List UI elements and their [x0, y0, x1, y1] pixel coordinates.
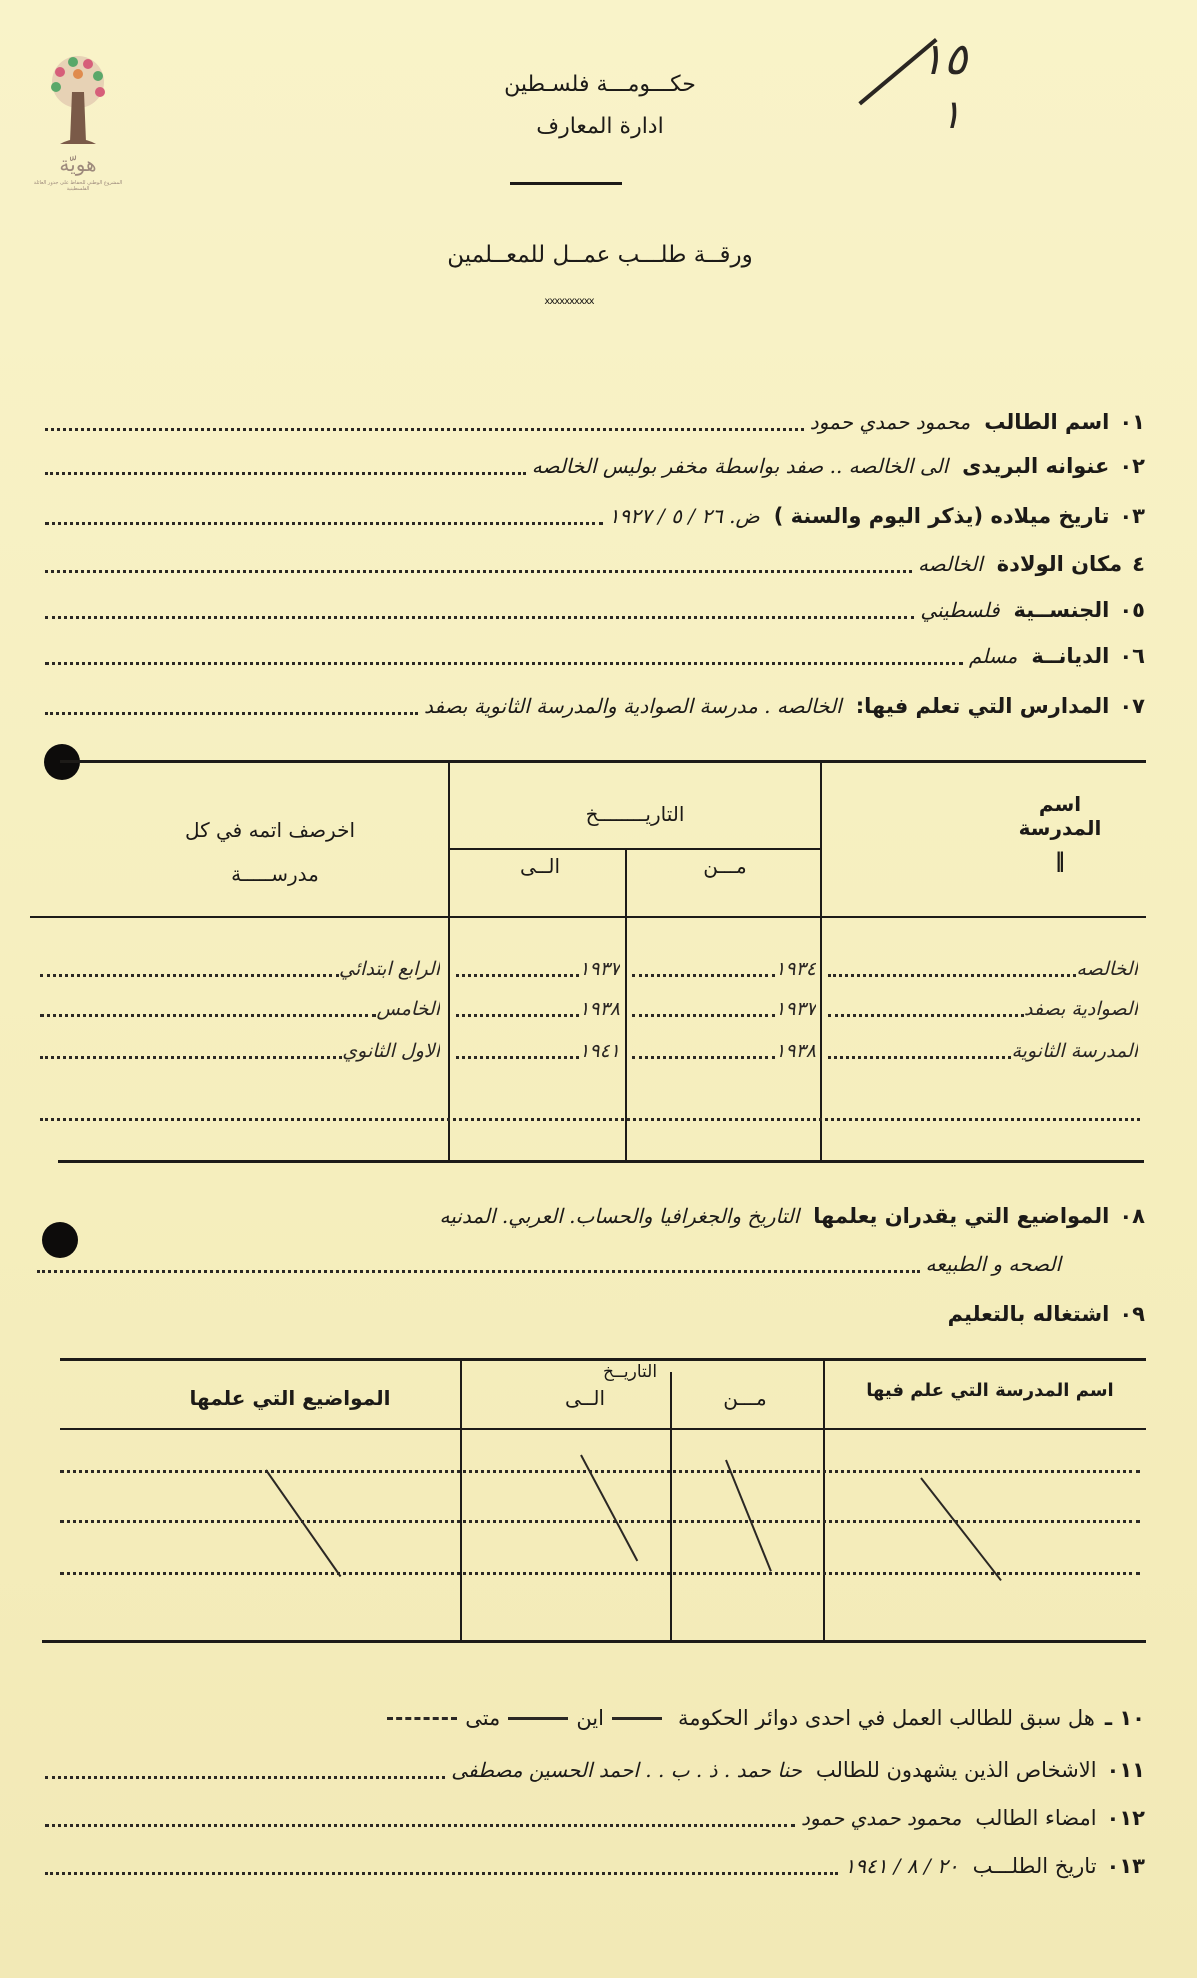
field-value: فلسطيني — [920, 598, 1000, 622]
field-value: حنا حمد . ذ . ب . . احمد الحسين مصطفى — [451, 1758, 802, 1782]
logo-caption: المشروع الوطني للحفاظ على جذور العائلة الفلسطينية — [33, 180, 123, 192]
table-col-rule-1 — [448, 762, 450, 1162]
subjects-value-1: التاريخ والجغرافيا والحساب. العربي. المدنيه — [439, 1204, 800, 1228]
field-value: ض. ٢٦ / ٥ / ١٩٢٧ — [608, 504, 760, 528]
field-row-4 — [45, 544, 1145, 584]
school-row-1-class — [40, 952, 440, 986]
subjects-label: المواضيع التي يقدران يعلمها — [813, 1204, 1110, 1228]
bottom-field-row-1 — [45, 1698, 1145, 1738]
field-label: تاريخ ميلاده (يذكر اليوم والسنة ) — [773, 504, 1110, 528]
header-date: التاريــــــــخ — [585, 802, 685, 826]
teaching-row-3 — [60, 1572, 1140, 1575]
field-dots — [45, 616, 914, 619]
teaching-label: اشتغاله بالتعليم — [947, 1302, 1110, 1326]
teaching-header-subjects: المواضيع التي علمها — [189, 1386, 391, 1410]
subjects-number: ٠٨ — [1119, 1204, 1145, 1228]
field-dots — [45, 1872, 838, 1875]
table-col-rule-2 — [625, 850, 627, 1160]
logo — [33, 52, 123, 212]
field-rule — [508, 1717, 568, 1720]
field-dots — [45, 570, 912, 573]
field-number: ٠٧ — [1119, 694, 1145, 718]
field-number: ٠١١ — [1106, 1758, 1145, 1782]
page-mark-bottom: ١ — [940, 92, 962, 138]
school-row-1-from — [632, 952, 816, 986]
table-col-rule-3 — [820, 762, 822, 1162]
tree-logo-icon — [38, 52, 118, 162]
field-number: ٠٦ — [1119, 644, 1145, 668]
field-number: ٠١ — [1119, 410, 1145, 434]
teaching-header-to: الــى — [564, 1386, 606, 1410]
subjects-field-line2 — [37, 1244, 1067, 1284]
cell-value: ١٩٣٧ — [775, 998, 816, 1020]
field-row-2 — [45, 446, 1145, 486]
field-dots — [45, 428, 804, 431]
cell-value: ١٩٣٨ — [775, 1040, 816, 1062]
government-title: حكـــومـــة فلسـطين — [504, 72, 696, 97]
teaching-header-date: التاريــخ — [602, 1362, 658, 1382]
field-label: الديانــة — [1031, 644, 1110, 668]
cell-value: الخامس — [376, 998, 440, 1020]
field-number: ٠٢ — [1119, 454, 1145, 478]
teaching-row-1 — [60, 1470, 1140, 1473]
empty-cross-subjects — [265, 1469, 341, 1577]
school-row-2-from — [632, 992, 816, 1026]
school-row-3-to — [456, 1034, 620, 1068]
cell-value: الخالصه — [1076, 958, 1138, 980]
field-extra-2: متى — [465, 1706, 501, 1730]
field-label: امضاء الطالب — [975, 1806, 1097, 1830]
school-row-2-class — [40, 992, 440, 1026]
field-value: مسلم — [968, 644, 1018, 668]
field-label: عنوانه البريدى — [962, 454, 1110, 478]
teaching-header-from: مـــن — [723, 1386, 767, 1410]
school-row-2-school — [828, 992, 1138, 1026]
field-value: الخالصه — [917, 552, 983, 576]
field-dots — [45, 1824, 795, 1827]
teaching-row-2 — [60, 1520, 1140, 1523]
teaching-col-rule-1 — [460, 1360, 462, 1640]
field-label: الاشخاص الذين يشهدون للطالب — [815, 1758, 1097, 1782]
table-empty-row — [40, 1118, 1140, 1121]
cell-value: ١٩٣٤ — [775, 958, 816, 980]
cell-value: الاول الثانوي — [342, 1040, 440, 1062]
header-last-class: اخرصف اتمه في كل — [184, 818, 356, 842]
field-value: الخالصه . مدرسة الصوادية والمدرسة الثانوية بصفد — [423, 694, 842, 718]
teaching-header-rule — [60, 1428, 1146, 1430]
header-to: الــى — [519, 854, 561, 878]
field-row-6 — [45, 636, 1145, 676]
field-extra-1: اين — [576, 1706, 604, 1730]
field-value: محمود حمدي حمود — [801, 1806, 962, 1830]
school-row-1-to — [456, 952, 620, 986]
table-bottom-rule — [58, 1160, 1144, 1163]
field-rule — [612, 1717, 662, 1720]
title-separator: xxxxxxxxxx — [544, 296, 594, 307]
school-row-3-school — [828, 1034, 1138, 1068]
page-mark-top: ١٥ — [920, 34, 968, 85]
logo-text: هويّة — [59, 152, 97, 176]
field-label: مكان الولادة — [996, 552, 1123, 576]
subjects-value-2: الصحه و الطبيعه — [925, 1252, 1061, 1276]
teaching-field — [745, 1294, 1145, 1334]
field-row-3 — [45, 496, 1145, 536]
cell-value: المدرسة الثانوية — [1011, 1040, 1138, 1062]
form-title: ورقــة طلـــب عمــل للمعــلمين — [447, 242, 753, 268]
field-row-1 — [45, 402, 1145, 442]
school-row-2-to — [456, 992, 620, 1026]
header-underline — [510, 182, 622, 185]
field-dots — [45, 472, 526, 475]
field-number: ١٠ ـ — [1104, 1706, 1145, 1730]
field-number: ٠٣ — [1119, 504, 1145, 528]
field-label: تاريخ الطلـــب — [972, 1854, 1097, 1878]
school-row-3-class — [40, 1034, 440, 1068]
cell-value: ١٩٤١ — [579, 1040, 620, 1062]
field-number: ٠١٣ — [1106, 1854, 1145, 1878]
teaching-col-rule-3 — [823, 1360, 825, 1640]
table-header-rule — [30, 916, 1146, 918]
header-school: اسم المدرسة — [1018, 792, 1102, 840]
field-dots — [45, 522, 603, 525]
empty-cross-from — [725, 1460, 772, 1572]
teaching-bottom-rule — [42, 1640, 1146, 1643]
field-value: ٢٠ / ٨ / ١٩٤١ — [844, 1854, 959, 1878]
field-number: ٤ — [1132, 552, 1145, 576]
teaching-number: ٠٩ — [1119, 1302, 1145, 1326]
bottom-field-row-3 — [45, 1798, 1145, 1838]
school-row-1-school — [828, 952, 1138, 986]
subjects-field — [45, 1194, 1145, 1238]
field-number: ٠٥ — [1119, 598, 1145, 622]
bottom-field-row-2 — [45, 1750, 1145, 1790]
field-row-5 — [45, 590, 1145, 630]
field-dots — [45, 662, 963, 665]
field-label: الجنســية — [1013, 598, 1110, 622]
field-number: ٠١٢ — [1106, 1806, 1145, 1830]
school-row-3-from — [632, 1034, 816, 1068]
department-title: ادارة المعارف — [536, 114, 664, 139]
teaching-top-rule — [60, 1358, 1146, 1361]
cell-value: الرابع ابتدائي — [339, 958, 440, 980]
date-subheader-rule — [448, 848, 820, 850]
cell-value: الصوادية بصفد — [1024, 998, 1138, 1020]
field-dots — [45, 712, 418, 715]
field-rule — [387, 1717, 457, 1720]
teaching-header-school: اسم المدرسة التي علم فيها — [866, 1380, 1114, 1401]
field-value: الى الخالصه .. صفد بواسطة مخفر بوليس الخالصه — [531, 454, 949, 478]
empty-cross-school — [920, 1477, 1002, 1581]
cell-value: ١٩٣٨ — [579, 998, 620, 1020]
header-from: مـــن — [703, 854, 747, 878]
teaching-col-rule-2 — [670, 1372, 672, 1640]
field-label: هل سبق للطالب العمل في احدى دوائر الحكومة — [677, 1706, 1095, 1730]
table-top-rule — [60, 760, 1146, 763]
bottom-field-row-4 — [45, 1846, 1145, 1886]
field-dots — [45, 1776, 445, 1779]
header-school-mark: ‖ — [1055, 848, 1065, 872]
field-row-7 — [45, 686, 1145, 726]
header-last-class-2: مدرســـــة — [231, 862, 319, 886]
cell-value: ١٩٣٧ — [579, 958, 620, 980]
field-label: المدارس التي تعلم فيها: — [855, 694, 1110, 718]
field-value: محمود حمدي حمود — [809, 410, 971, 434]
field-label: اسم الطالب — [984, 410, 1110, 434]
